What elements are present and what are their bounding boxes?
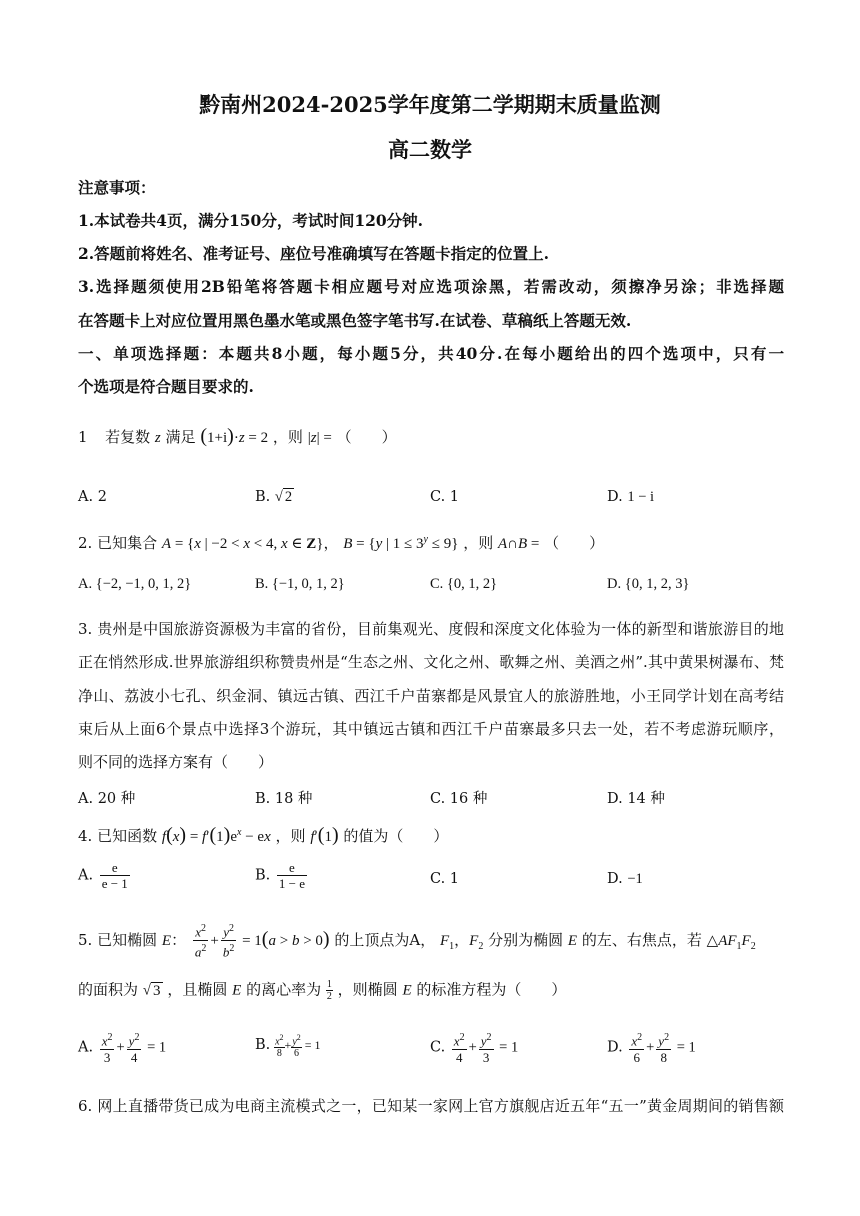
q3-option-c: C. 16 种	[430, 791, 488, 807]
question-6-line-1: 6. 网上直播带货已成为电商主流模式之一，已知某一家网上官方旗舰店近五年“五一”黄金周期间的销售额	[78, 1097, 784, 1115]
exam-title: 黔南州2024-2025学年度第二学期期末质量监测	[199, 92, 661, 117]
notice-item-1: 1.本试卷共4页，满分150分，考试时间120分钟.	[78, 211, 424, 230]
q2-option-a: A. {−2, −1, 0, 1, 2}	[78, 576, 192, 592]
q5-option-c: C. $\frac{x^2}{4}$ + $\frac{y^2}{3}$ = 1	[430, 1032, 519, 1066]
q1-option-c: C. 1	[430, 489, 460, 505]
question-1: 1 若复数 z 满足 (1+i)·z = 2 ，则 |z| = （ ）	[78, 425, 397, 447]
notice-item-3-line-2: 在答题卡上对应位置用黑色墨水笔或黑色签字笔书写.在试卷、草稿纸上答题无效.	[78, 311, 632, 330]
q1-option-b: B. √ 2	[255, 489, 293, 505]
exam-subtitle: 高二数学	[388, 137, 472, 162]
q1-option-d: D. 1 − i	[607, 489, 655, 505]
question-5-line-2: 的面积为 √ 3 ，且椭圆 E 的离心率为 $\frac{1}{2}$ ，则椭圆 E 的标准方程为（ ）	[78, 979, 567, 1002]
notice-heading: 注意事项：	[78, 178, 156, 197]
q5-option-a: A. $\frac{x^2}{3}$ + $\frac{y^2}{4}$ = 1	[78, 1032, 167, 1066]
q2-option-c: C. {0, 1, 2}	[430, 576, 498, 592]
notice-item-3-line-1: 3.选择题须使用2B铅笔将答题卡相应题号对应选项涂黑，若需改动，须擦净另涂；非选择题	[78, 277, 784, 296]
question-2: 2. 已知集合 A = {x | −2 < x < 4, x ∈ Z}， B = {y | $1 \le 3^y \le 9$} ，则 A∩B = （ ）	[78, 534, 605, 552]
question-3-line-1: 3. 贵州是中国旅游资源极为丰富的省份，目前集观光、度假和深度文化体验为一体的新型和谐旅游目的地	[78, 620, 784, 638]
q4-option-a: A. $\frac{e}{e - 1}$	[78, 860, 128, 891]
q3-option-b: B. 18 种	[255, 791, 313, 807]
q1-option-a: A. 2	[78, 489, 107, 505]
q4-option-c: C. 1	[430, 871, 460, 887]
q4-option-d: D. −1	[607, 871, 643, 887]
section-1-heading: 一、单项选择题：本题共8小题，每小题5分，共40分.在每小题给出的四个选项中，只有一	[78, 344, 784, 363]
q4-option-b: B. $\frac{e}{1 - e}$	[255, 860, 305, 891]
q2-option-d: D. {0, 1, 2, 3}	[607, 576, 690, 592]
question-5-line-1: 5. 已知椭圆 E： $\frac{x^2}{a^2}$ + $\frac{y^2}{b^2}$ = 1(a > b > 0) 的上顶点为A， $F_1$，$F_2$ 分别为椭圆 E 的左、右焦点，若 $\triangle AF_1F_2$	[78, 923, 756, 960]
question-number: 1	[78, 428, 88, 446]
question-3-line-3: 净山、荔波小七孔、织金洞、镇远古镇、西江千户苗寨都是风景宜人的旅游胜地，小王同学计划在高考结	[78, 687, 784, 705]
q3-option-d: D. 14 种	[607, 791, 665, 807]
question-4: 4. 已知函数 $f(x) = f'(1)e^x$ − ex ，则 f′(1) 的值为（ ）	[78, 824, 449, 846]
q5-option-b: B. $\frac{x^2}{8}$ + $\frac{y^2}{6}$ = 1	[255, 1033, 321, 1060]
notice-item-2: 2.答题前将姓名、准考证号、座位号准确填写在答题卡指定的位置上.	[78, 244, 550, 263]
q2-option-b: B. {−1, 0, 1, 2}	[255, 576, 345, 592]
question-3-line-4: 束后从上面6个景点中选择3个游玩，其中镇远古镇和西江千户苗寨最多只去一处，若不考虑游玩顺序，	[78, 720, 784, 738]
question-3-line-2: 正在悄然形成.世界旅游组织称赞贵州是“生态之州、文化之州、歌舞之州、美酒之州”.其中黄果树瀑布、梵	[78, 653, 784, 671]
q3-option-a: A. 20 种	[78, 791, 136, 807]
question-3-line-5: 则不同的选择方案有（ ）	[78, 753, 274, 771]
section-1-heading-cont: 个选项是符合题目要求的.	[78, 377, 254, 396]
q5-option-d: D. $\frac{x^2}{6}$ + $\frac{y^2}{8}$ = 1	[607, 1032, 696, 1066]
